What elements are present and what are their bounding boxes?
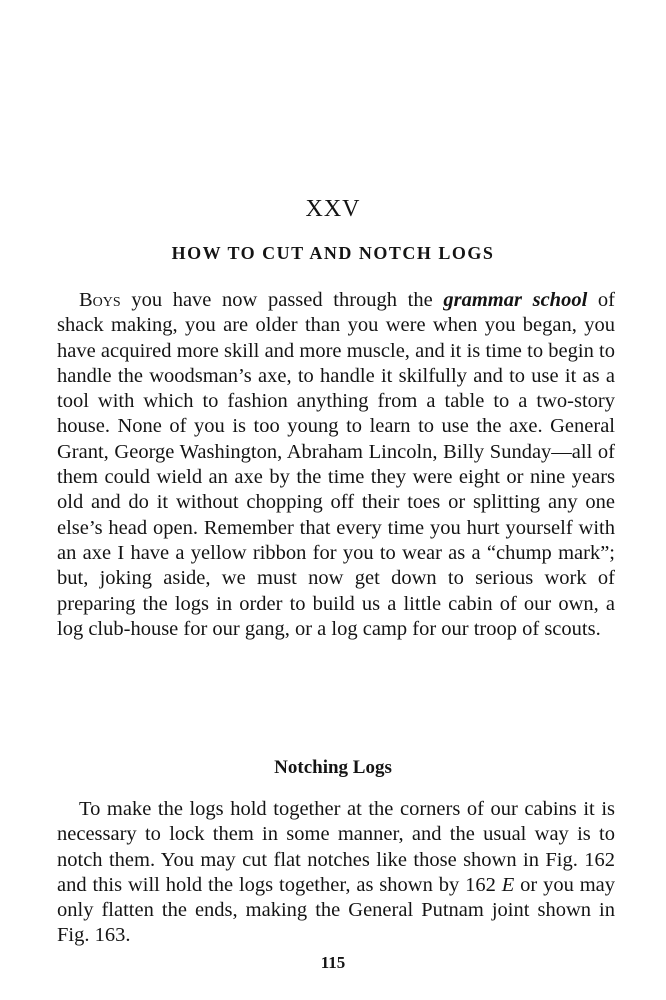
body-paragraph-2: [57, 797, 615, 949]
paragraph-lead-caps: Boys: [79, 289, 121, 311]
figure-letter: E: [501, 873, 515, 896]
page-number: 115: [320, 953, 346, 972]
body-paragraph-1: [57, 288, 615, 642]
paragraph-2-text-a: To make the logs hold together at the corners of our cabins it is necessary to lock them in some manner, and the usual way is to notch them. You may cut flat notches like those shown in Fig. 162 and this will hold the logs together, as shown by 162: [57, 798, 615, 896]
section-heading: Notching Logs: [274, 757, 392, 778]
paragraph-1-text-a: you have now passed through the: [120, 289, 444, 311]
emphasized-phrase: grammar school: [443, 289, 588, 311]
paragraph-1-text-b: of shack making, you are older than you were when you began, you have acquired more skill and more muscle, and it is time to begin to handle the woodsman’s axe, to handle it skilfully and to use it as a tool with which to fashion anything from a table to a two-story house. None of you is too young to learn to use the axe. General Grant, George Washington, Abraham Lincoln, Billy Sunday—all of them could wield an axe by the time they were eight or nine years old and do it without chopping off their toes or splitting any one else’s head open. Remember that every time you hurt yourself with an axe I have a yellow ribbon for you to wear as a “chump mark”; but, joking aside, we must now get down to serious work of preparing the logs in order to build us a little cabin of our own, a log club-house for our gang, or a log camp for our troop of scouts.: [57, 289, 615, 640]
chapter-number: XXV: [305, 196, 361, 222]
chapter-title: HOW TO CUT AND NOTCH LOGS: [171, 243, 495, 263]
paragraph-2-text-b: or you may only flatten the ends, making the General Putnam joint shown in Fig. 163.: [57, 873, 615, 947]
